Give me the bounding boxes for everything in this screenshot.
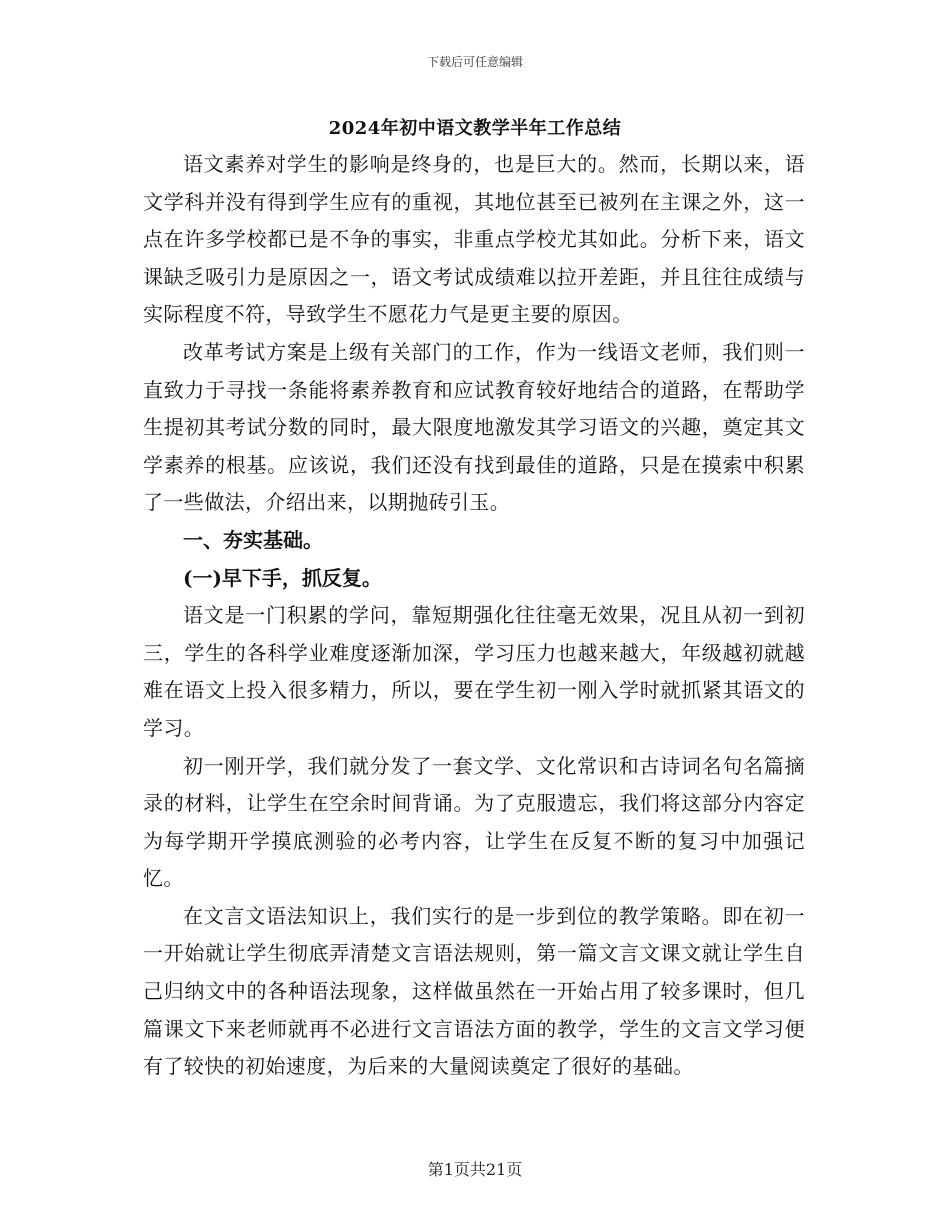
- paragraph-intro-2: 改革考试方案是上级有关部门的工作，作为一线语文老师，我们则一直致力于寻找一条能将素养教育和应试教育较好地结合的道路，在帮助学生提初其考试分数的同时，最大限度地激发其学习语文的兴趣，奠定其文学素养的根基。应该说，我们还没有找到最佳的道路，只是在摸索中积累了一些做法，介绍出来，以期抛砖引玉。: [143, 339, 805, 515]
- page-number-footer: 第1页共21页: [427, 1160, 523, 1179]
- paragraph-section-1: 语文是一门积累的学问，靠短期强化往往毫无效果，况且从初一到初三，学生的各科学业难度逐渐加深，学习压力也越来越大，年级越初就越难在语文上投入很多精力，所以，要在学生初一刚入学时就抓紧其语文的学习。: [143, 603, 805, 740]
- document-title: 2024年初中语文教学半年工作总结: [328, 118, 622, 139]
- paragraph-section-2: 初一刚开学，我们就分发了一套文学、文化常识和古诗词名句名篇摘录的材料，让学生在空余时间背诵。为了克服遗忘，我们将这部分内容定为每学期开学摸底测验的必考内容，让学生在反复不断的复习中加强记忆。: [143, 753, 805, 891]
- subsection-heading: (一)早下手，抓反复。: [183, 565, 382, 590]
- document-body: [143, 146, 805, 1086]
- paragraph-section-3: 在文言文语法知识上，我们实行的是一步到位的教学策略。即在初一一开始就让学生彻底弄清楚文言语法规则，第一篇文言文课文就让学生自己归纳文中的各种语法现象，这样做虽然在一开始占用了较多课时，但几篇课文下来老师就再不必进行文言语法方面的教学，学生的文言文学习便有了较快的初始速度，为后来的大量阅读奠定了很好的基础。: [143, 903, 805, 1079]
- section-heading: 一、夯实基础。: [183, 527, 323, 552]
- paragraph-intro-1: 语文素养对学生的影响是终身的，也是巨大的。然而，长期以来，语文学科并没有得到学生应有的重视，其地位甚至已被列在主课之外，这一点在许多学校都已是不争的事实，非重点学校尤其如此。分析下来，语文课缺乏吸引力是原因之一，语文考试成绩难以拉开差距，并且往往成绩与实际程度不符，导致学生不愿花力气是更主要的原因。: [143, 152, 805, 327]
- header-note: 下载后可任意编辑: [426, 55, 523, 69]
